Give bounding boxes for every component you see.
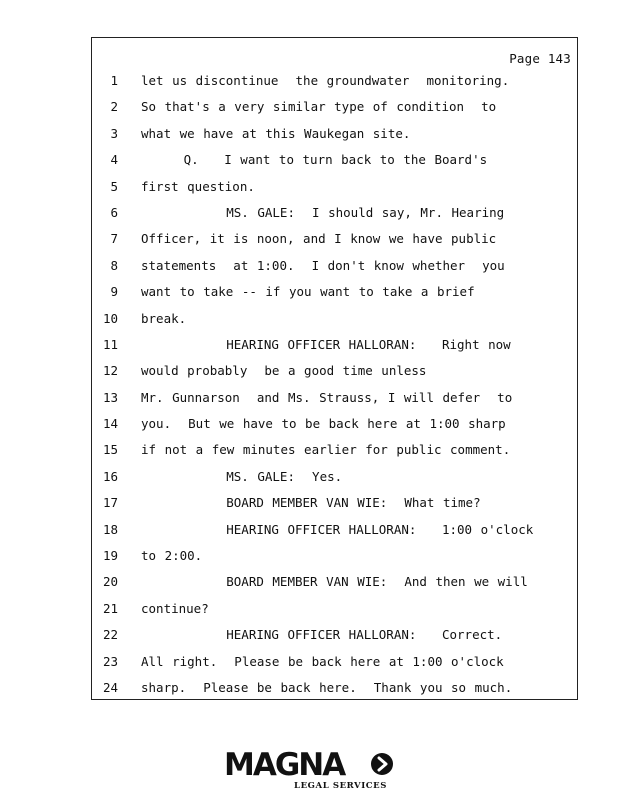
line-number: 6 xyxy=(110,204,118,220)
transcript-line xyxy=(92,675,577,701)
transcript-line xyxy=(92,385,577,411)
line-text: statements at 1:00. I don't know whether you xyxy=(141,257,505,273)
line-number: 21 xyxy=(102,600,118,616)
transcript-line xyxy=(92,174,577,200)
line-text: All right. Please be back here at 1:00 o'clock xyxy=(141,653,504,669)
transcript-line xyxy=(92,332,577,358)
transcript-line xyxy=(92,147,577,173)
line-text: HEARING OFFICER HALLORAN: Right now xyxy=(141,336,511,352)
transcript-line xyxy=(92,490,577,516)
line-text: HEARING OFFICER HALLORAN: 1:00 o'clock xyxy=(141,521,534,537)
line-number: 1 xyxy=(110,73,118,88)
transcript-line xyxy=(92,279,577,305)
line-number: 23 xyxy=(102,653,118,669)
line-text: Q. I want to turn back to the Board's xyxy=(141,152,488,168)
line-number: 11 xyxy=(102,336,118,352)
transcript-line xyxy=(92,253,577,279)
line-text: break. xyxy=(141,310,187,326)
line-text: what we have at this Waukegan site. xyxy=(141,125,411,141)
magna-logo xyxy=(224,748,396,792)
line-text: MS. GALE: Yes. xyxy=(141,468,343,484)
line-number: 22 xyxy=(102,627,118,643)
line-number: 14 xyxy=(102,416,118,432)
line-number: 17 xyxy=(102,495,118,511)
line-number: 16 xyxy=(102,468,118,484)
line-text: Officer, it is noon, and I know we have public xyxy=(141,231,497,247)
line-number: 12 xyxy=(102,363,118,379)
line-number: 15 xyxy=(102,442,118,458)
transcript-line xyxy=(92,649,577,675)
transcript-line xyxy=(92,121,577,147)
logo-wordmark: MAGNA xyxy=(224,747,345,783)
transcript-line xyxy=(92,94,577,120)
logo-tagline: LEGAL SERVICES xyxy=(294,781,387,791)
line-text: you. But we have to be back here at 1:00 sharp xyxy=(141,416,506,432)
line-text: BOARD MEMBER VAN WIE: And then we will xyxy=(141,574,528,590)
line-text: to 2:00. xyxy=(141,548,203,564)
transcript-line xyxy=(92,596,577,622)
line-text: want to take -- if you want to take a brief xyxy=(141,284,475,300)
line-number: 19 xyxy=(102,548,118,564)
line-number: 24 xyxy=(102,679,118,695)
line-number: 20 xyxy=(102,574,118,590)
transcript-line xyxy=(92,226,577,252)
line-text: let us discontinue the groundwater monitoring. xyxy=(141,73,510,88)
transcript-line xyxy=(92,437,577,463)
transcript-line xyxy=(92,622,577,648)
transcript-page xyxy=(91,37,578,700)
line-text: So that's a very similar type of condition to xyxy=(141,99,497,115)
line-number: 18 xyxy=(102,521,118,537)
chevron-circle-icon xyxy=(370,752,394,776)
line-number: 9 xyxy=(110,284,118,300)
line-number: 8 xyxy=(110,257,118,273)
line-number: 2 xyxy=(110,99,118,115)
line-number: 13 xyxy=(102,389,118,405)
line-text: first question. xyxy=(141,178,255,194)
transcript-line xyxy=(92,411,577,437)
transcript-line xyxy=(92,543,577,569)
transcript-line xyxy=(92,68,577,94)
transcript-line xyxy=(92,358,577,384)
transcript-line xyxy=(92,200,577,226)
line-number: 4 xyxy=(110,152,118,168)
line-text: BOARD MEMBER VAN WIE: What time? xyxy=(141,495,481,511)
line-text: sharp. Please be back here. Thank you so much. xyxy=(141,679,513,695)
transcript-line xyxy=(92,306,577,332)
line-text: MS. GALE: I should say, Mr. Hearing xyxy=(141,204,505,220)
line-text: if not a few minutes earlier for public comment. xyxy=(141,442,511,458)
transcript-line xyxy=(92,517,577,543)
transcript-line xyxy=(92,569,577,595)
line-number: 3 xyxy=(110,125,118,141)
line-text: HEARING OFFICER HALLORAN: Correct. xyxy=(141,627,503,643)
line-number: 10 xyxy=(102,310,118,326)
line-text: continue? xyxy=(141,600,209,616)
transcript-line xyxy=(92,464,577,490)
line-number: 5 xyxy=(110,178,118,194)
line-text: would probably be a good time unless xyxy=(141,363,427,379)
line-text: Mr. Gunnarson and Ms. Strauss, I will defer to xyxy=(141,389,513,405)
transcript-lines xyxy=(92,68,577,701)
line-number: 7 xyxy=(110,231,118,247)
page-number: Page 143 xyxy=(509,51,571,66)
